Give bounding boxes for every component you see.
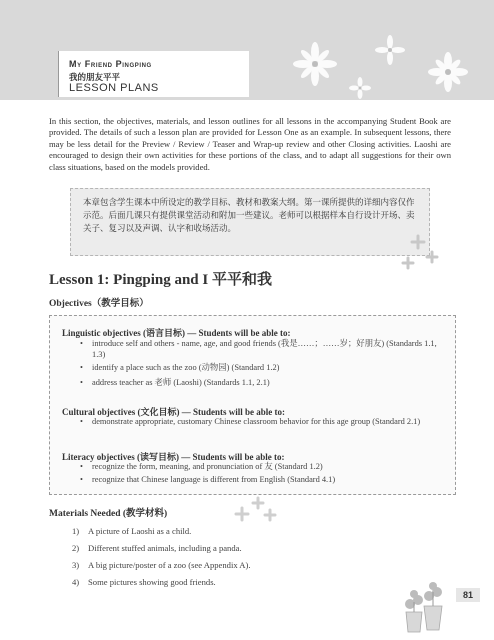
literacy-list <box>80 462 448 488</box>
cultural-list <box>80 417 448 430</box>
list-item: • recognize the form, meaning, and pronunciation of 友 (Standard 1.2) <box>80 462 323 471</box>
sparkle-icon <box>398 232 442 272</box>
header-band <box>0 0 494 100</box>
literacy-heading: Literacy objectives (读写目标) — Students will be able to: <box>62 452 285 462</box>
header-title-box <box>58 51 249 97</box>
list-item: • recognize that Chinese language is different from English (Standard 4.1) <box>80 474 336 484</box>
objectives-heading: Objectives（教学目标） <box>49 299 149 309</box>
linguistic-heading: Linguistic objectives (语言目标) — Students will be able to: <box>62 328 291 338</box>
pot-icon <box>396 578 452 636</box>
materials-list <box>72 526 402 594</box>
book-title: My Friend Pingping <box>69 59 152 69</box>
lesson-title: Lesson 1: Pingping and I 平平和我 <box>49 272 272 288</box>
intro-paragraph: In this section, the objectives, materials, and lesson outlines for all lessons in the accompanying Student Book are provided. The details of such a lesson plan are provided for Lesson One as an example. In subsequent lessons, there may be less detail for the Preview / Review / Teaser and Wrap-up review and other Closing activities. Laoshi are encouraged to design their own activities for these portions of the class, and to adapt all suggestions for their own class situations, based on the models provided. <box>49 116 451 172</box>
list-item: 3) A big picture/poster of a zoo (see Appendix A). <box>72 560 251 570</box>
page-number: 81 <box>456 588 480 602</box>
chinese-note-text: 本章包含学生课本中所设定的教学目标、教材和教案大纲。第一课所提供的详细内容仅作示范。后面几课只有提供课堂活动和附加一些建议。老师可以根据样本自行设计开场、卖关子、复习以及声调、认字和收场活动。 <box>83 198 415 234</box>
list-item: 4) Some pictures showing good friends. <box>72 577 216 587</box>
section-title: LESSON PLANS <box>69 82 159 94</box>
linguistic-list <box>80 339 448 391</box>
list-item: • introduce self and others - name, age, and good friends (我是……；……岁；好朋友) (Standards 1.1, 1.3) <box>80 339 437 359</box>
chinese-note-box <box>70 188 430 256</box>
list-item: • address teacher as 老师 (Laoshi) (Standards 1.1, 2.1) <box>80 378 270 388</box>
flower-icon <box>270 28 490 100</box>
materials-heading: Materials Needed (教学材料) <box>49 509 168 519</box>
objectives-box <box>49 315 456 495</box>
list-item: 2) Different stuffed animals, including a panda. <box>72 543 242 553</box>
list-item: 1) A picture of Laoshi as a child. <box>72 526 192 536</box>
book-title-chinese: 我的朋友平平 <box>69 73 121 83</box>
list-item: • identify a place such as the zoo (动物园) (Standard 1.2) <box>80 362 280 372</box>
sparkle-icon <box>232 494 278 528</box>
list-item: • demonstrate appropriate, customary Chinese classroom behavior for this age group (Standard 2.1) <box>80 417 421 426</box>
cultural-heading: Cultural objectives (文化目标) — Students will be able to: <box>62 407 285 417</box>
